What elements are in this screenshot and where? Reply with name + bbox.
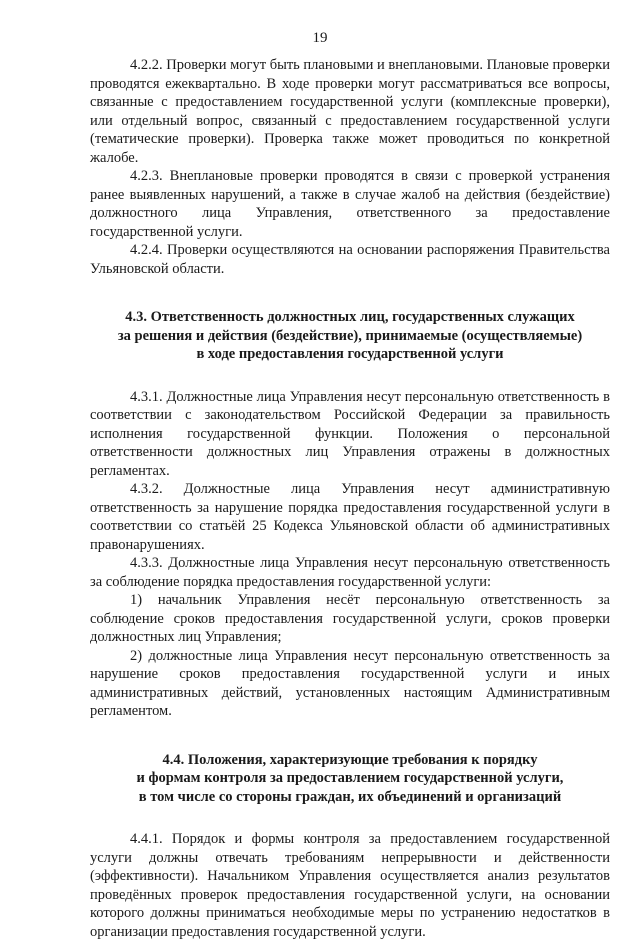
- paragraph-4-2-4: 4.2.4. Проверки осуществляются на основании распоряжения Правительства Ульяновской области.: [90, 242, 610, 277]
- paragraph-4-2-3: 4.2.3. Внеплановые проверки проводятся в связи с проверкой устранения ранее выявленных нарушений, а также в случае жалоб на действия (бездействие) должностного лица Управления, ответственного за предоставление государственной услуги.: [90, 168, 610, 240]
- paragraph-4-2-2: 4.2.2. Проверки могут быть плановыми и внеплановыми. Плановые проверки проводятся ежеквартально. В ходе проверки могут рассматриваться все вопросы, связанные с предоставлением государственной услуги (комплексные проверки), или отдельный вопрос, связанный с предоставлением государственной услуги (тематические проверки). Проверка также может проводиться по конкретной жалобе.: [90, 57, 610, 166]
- heading-line: за решения и действия (бездействие), принимаемые (осуществляемые): [117, 327, 583, 344]
- heading-line: 4.3. Ответственность должностных лиц, государственных служащих: [125, 309, 575, 325]
- section-heading-4-3: [90, 308, 610, 364]
- heading-line: и формам контроля за предоставлением государственной услуги,: [136, 770, 564, 786]
- page-content: [90, 56, 610, 941]
- heading-line: в том числе со стороны граждан, их объединений и организаций: [138, 788, 562, 805]
- paragraph-4-4-1: 4.4.1. Порядок и формы контроля за предоставлением государственной услуги должны отвечать требованиям непрерывности и действенности (эффективности). Начальником Управления осуществляется анализ результатов проведённых проверок предоставления государственной услуги, на основании которого должны приниматься необходимые меры по устранению недостатков в организации предоставления государственной услуги.: [90, 831, 610, 940]
- list-item-2: 2) должностные лица Управления несут персональную ответственность за нарушение сроков предоставления государственной услуги и иных административных действий, установленных настоящим Административным регламентом.: [90, 647, 610, 719]
- page-number: 19: [312, 30, 328, 46]
- paragraph-4-3-1: 4.3.1. Должностные лица Управления несут персональную ответственность в соответствии с законодательством Российской Федерации за правильность исполнения государственной функции. Положения о персональной ответственности должностных лиц Управления отражены в должностных регламентах.: [90, 388, 610, 479]
- paragraph-4-3-2: 4.3.2. Должностные лица Управления несут административную ответственность за нарушение порядка предоставления государственной услуги в соответствии со статьёй 25 Кодекса Ульяновской области об административных правонарушениях.: [90, 481, 610, 553]
- paragraph-4-3-3: 4.3.3. Должностные лица Управления несут персональную ответственность за соблюдение порядка предоставления государственной услуги:: [90, 555, 610, 590]
- section-heading-4-4: [90, 751, 610, 807]
- heading-line: в ходе предоставления государственной услуги: [196, 346, 504, 362]
- list-item-1: 1) начальник Управления несёт персональную ответственность за соблюдение сроков предоставления государственной услуги, сроков проверки должностных лиц Управления;: [90, 592, 610, 645]
- heading-line: 4.4. Положения, характеризующие требования к порядку: [162, 751, 538, 768]
